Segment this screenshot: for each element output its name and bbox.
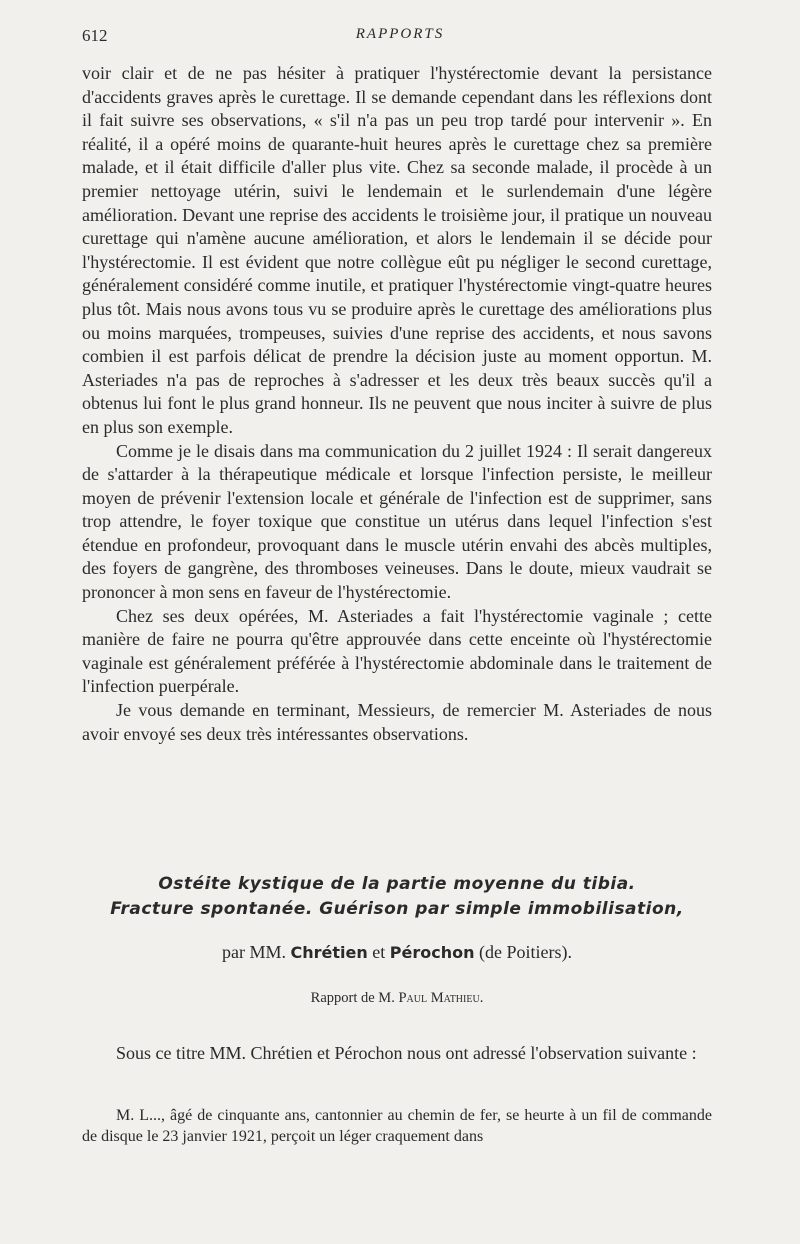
paragraph-operations: Chez ses deux opérées, M. Asteriades a fait l'hystérectomie vaginale ; cette manière de faire ne pourra qu'être approuvée dans cette enceinte où l'hystérectomie vaginale est généralement préférée à l'hystérectomie abdominale dans le traitement de l'infection puerpérale. xyxy=(82,605,712,697)
author-name: Pérochon xyxy=(389,943,475,962)
main-text xyxy=(82,62,712,746)
title-line-1: Ostéite kystique de la partie moyenne du tibia. xyxy=(158,874,636,894)
observation-block xyxy=(82,1105,712,1147)
paragraph-observation: M. L..., âgé de cinquante ans, cantonnier au chemin de fer, se heurte à un fil de commande de disque le 23 janvier 1921, perçoit un léger craquement dans xyxy=(82,1107,712,1145)
page-number: 612 xyxy=(82,26,108,45)
paragraph-quote: Comme je le disais dans ma communication du 2 juillet 1924 : Il serait dangereux de s'attarder à la thérapeutique médicale et lorsque l'infection persiste, le meilleur moyen de prévenir l'extension locale et générale de l'infection est de supprimer, sans trop attendre, le foyer toxique que constitue un utérus dans lequel l'infection s'est étendue en profondeur, provoquant dans le muscle utérin envahi des abcès multiples, des foyers de gangrène, des thromboses veineuses. Dans le doute, mieux vaudrait se prononcer à mon sens en faveur de l'hystérectomie. xyxy=(82,440,712,603)
author-name: Chrétien xyxy=(290,943,368,962)
article-title xyxy=(82,872,712,922)
authors-prefix: par MM. xyxy=(222,942,287,962)
paragraph-closing: Je vous demande en terminant, Messieurs, de remercier M. Asteriades de nous avoir envoyé ses deux très intéressantes observations. xyxy=(82,700,712,744)
title-line-2: Fracture spontanée. Guérison par simple immobilisation, xyxy=(110,899,684,919)
paragraph-intro: Sous ce titre MM. Chrétien et Pérochon nous ont adressé l'observation suivante : xyxy=(116,1043,697,1063)
rapport-prefix: Rapport de M. xyxy=(310,990,395,1006)
running-head: RAPPORTS xyxy=(355,26,445,42)
article-authors xyxy=(82,942,712,963)
page-header xyxy=(82,26,718,48)
authors-conjunction: et xyxy=(372,942,386,962)
paragraph-continuation: voir clair et de ne pas hésiter à pratiquer l'hystérectomie devant la persistance d'accidents graves après le curettage. Il se demande cependant dans les réflexions dont il fait suivre ses observations, « s'il n'a pas un peu trop tardé pour intervenir ». En réalité, il a opéré moins de quarante-huit heures après le curettage chez sa première malade, et il était difficile d'aller plus vite. Chez sa seconde malade, il procède à un premier nettoyage utérin, suivi le lendemain et le surlendemain d'une légère amélioration. Devant une reprise des accidents le troisième jour, il pratique un nouveau curettage qui n'amène aucune amélioration, et alors le lendemain il se décide pour l'hystérectomie. Il est évident que notre collègue eût pu négliger le second curettage, généralement considéré comme inutile, et pratiquer l'hystérectomie vingt-quatre heures plus tôt. Mais nous avons tous vu se produire après le curettage des améliorations plus ou moins marquées, trompeuses, suivies d'une reprise des accidents, et nous savons combien il est parfois délicat de prendre la décision juste au moment opportun. M. Asteriades n'a pas de reproches à s'adresser et les deux très beaux succès qu'il a obtenus lui font le plus grand honneur. Ils ne peuvent que nous inciter à suivre de plus en plus son exemple. xyxy=(82,63,712,437)
rapporteur-name: Paul Mathieu. xyxy=(398,990,484,1006)
intro-block xyxy=(82,1042,712,1066)
rapport-line xyxy=(82,990,712,1007)
author-affiliation: (de Poitiers). xyxy=(478,942,572,962)
